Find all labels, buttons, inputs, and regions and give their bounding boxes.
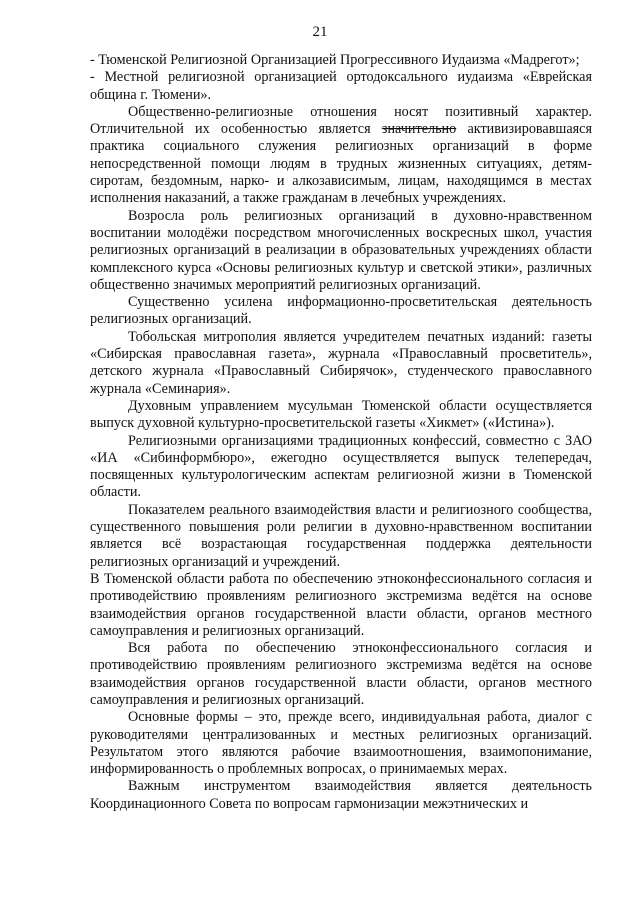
paragraph: Возросла роль религиозных организаций в духовно-нравственном воспитании молодёжи посредством многочисленных воскресных школ, участия религиозных организаций в реализации в образовательных учреждениях области комплексного курса «Основы религиозных культур и светской этики», различных общественно значимых мероприятий религиозных организаций. bbox=[90, 207, 592, 293]
paragraph: Вся работа по обеспечению этноконфессионального согласия и противодействию проявлениям религиозного экстремизма ведётся на основе взаимодействия органов государственной власти области, органов местного самоуправления и религиозных организаций. bbox=[90, 640, 592, 708]
paragraph bbox=[90, 104, 592, 208]
paragraph: Религиозными организациями традиционных конфессий, совместно с ЗАО «ИА «Сибинформбюро», ежегодно осуществляется выпуск телепередач, посвященных культурологическим аспектам религиозной жизни в Тюменской области. bbox=[90, 432, 592, 501]
paragraph: Духовным управлением мусульман Тюменской области осуществляется выпуск духовной культурно-просветительской газеты «Хикмет» («Истина»). bbox=[90, 397, 592, 432]
paragraph-text: активизировавшаяся практика социального служения религиозных организаций в форме непосредственной помощи людям в трудных жизненных ситуациях, детям-сиротам, бездомным, нарко- и алкозависимым, лицам, находящимся в местах исполнения наказаний, а также гражданам в лечебных учреждениях. bbox=[90, 121, 592, 207]
paragraph: Основные формы – это, прежде всего, индивидуальная работа, диалог с руководителями централизованных и местных религиозных организаций. Результатом этого являются рабочие взаимоотношения, взаимопонимание, информированность о проблемных вопросах, о принимаемых мерах. bbox=[90, 709, 592, 778]
paragraph: - Местной религиозной организацией ортодоксального иудаизма «Еврейская община г. Тюмени». bbox=[90, 69, 592, 103]
paragraph: Показателем реального взаимодействия власти и религиозного сообщества, существенного повышения роли религии в духовно-нравственном воспитании является всё возрастающая государственная поддержка деятельности религиозных организаций и учреждений. bbox=[90, 501, 592, 570]
paragraph: Существенно усилена информационно-просветительская деятельность религиозных организаций. bbox=[90, 294, 592, 328]
paragraph: В Тюменской области работа по обеспечению этноконфессионального согласия и противодействию проявлениям религиозного экстремизма ведётся на основе взаимодействия органов государственной власти области, органов местного самоуправления и религиозных организаций. bbox=[90, 570, 592, 639]
struck-through-word: значительно bbox=[381, 121, 457, 138]
page-number: 21 bbox=[312, 24, 328, 40]
paragraph-text: Общественно-религиозные отношения носят позитивный характер. Отличительной их особенностью является bbox=[90, 103, 592, 138]
paragraph: Важным инструментом взаимодействия является деятельность Координационного Совета по вопросам гармонизации межэтнических и bbox=[90, 778, 592, 812]
paragraph: Тобольская митрополия является учредителем печатных изданий: газеты «Сибирская православная газета», журнала «Православный просветитель», детского журнала «Православный Сибирячок», студенческого православного журнала «Семинария». bbox=[90, 328, 592, 397]
paragraph: - Тюменской Религиозной Организацией Прогрессивного Иудаизма «Мадрегот»; bbox=[90, 52, 580, 68]
document-body bbox=[90, 52, 592, 813]
